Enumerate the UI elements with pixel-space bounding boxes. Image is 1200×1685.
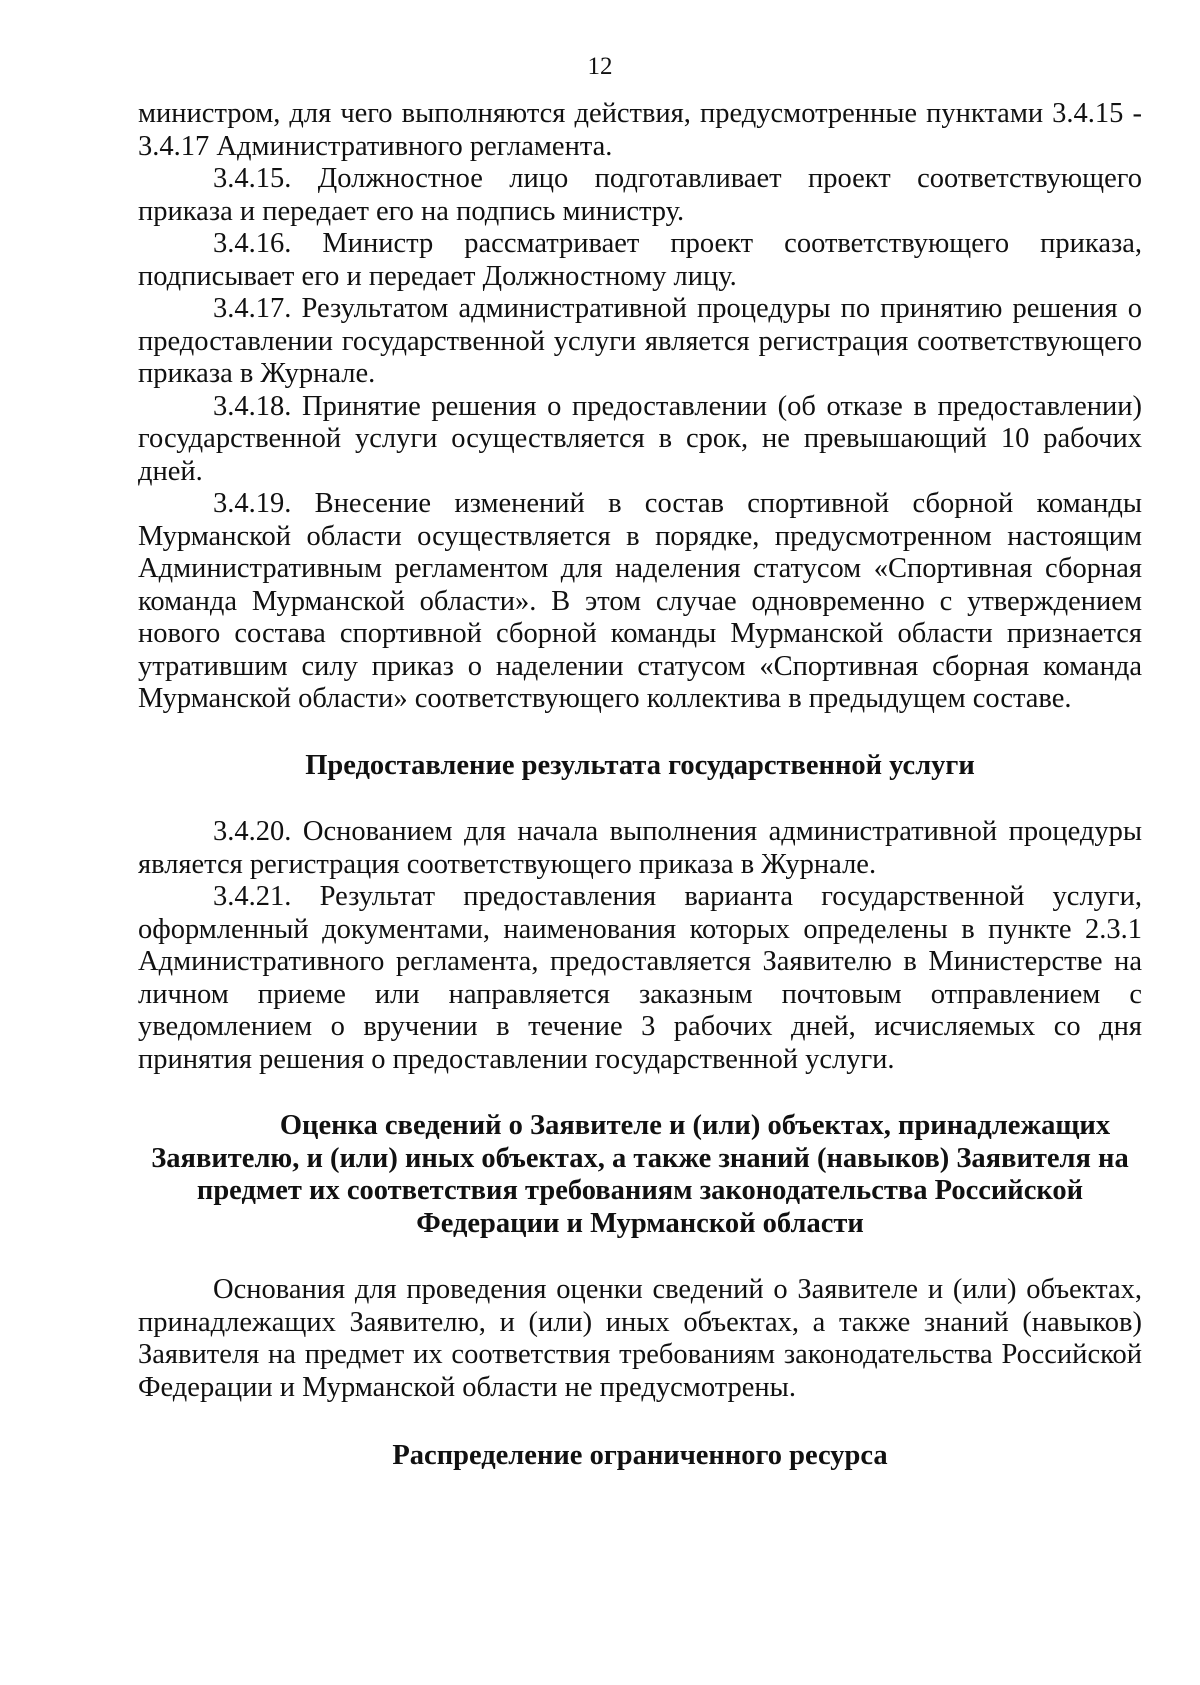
heading-line: Заявителю, и (или) иных объектах, а также знаний (навыков) Заявителя на — [151, 1142, 1129, 1174]
heading-line: предмет их соответствия требованиям законодательства Российской — [196, 1175, 1084, 1206]
heading-line: Оценка сведений о Заявителе и (или) объектах, принадлежащих — [279, 1110, 1111, 1141]
section-heading-distribution: Распределение ограниченного ресурса — [392, 1440, 888, 1471]
paragraph-3-4-20: 3.4.20. Основанием для начала выполнения административной процедуры является регистрация соответствующего приказа в Журнале. — [138, 816, 1142, 880]
document-body — [138, 98, 1142, 1473]
paragraph-continuation: министром, для чего выполняются действия, предусмотренные пунктами 3.4.15 - 3.4.17 Административного регламента. — [138, 98, 1142, 162]
page-number: 12 — [587, 53, 613, 80]
paragraph-3-4-15: 3.4.15. Должностное лицо подготавливает проект соответствующего приказа и передает его на подпись министру. — [138, 163, 1142, 227]
section-heading-evaluation — [138, 1110, 1142, 1240]
paragraph-evaluation: Основания для проведения оценки сведений о Заявителе и (или) объектах, принадлежащих Заявителю, и (или) иных объектах, а также знаний (навыков) Заявителя на предмет их соответствия требованиям законодательства Российской Федерации и Мурманской области не предусмотрены. — [138, 1274, 1142, 1403]
paragraph-3-4-21: 3.4.21. Результат предоставления варианта государственной услуги, оформленный документами, наименования которых определены в пункте 2.3.1 Административного регламента, предоставляется Заявителю в Министерстве на личном приеме или направляется заказным почтовым отправлением с уведомлением о вручении в течение 3 рабочих дней, исчисляемых со дня принятия решения о предоставлении государственной услуги. — [138, 881, 1142, 1075]
paragraph-3-4-18: 3.4.18. Принятие решения о предоставлении (об отказе в предоставлении) государственной услуги осуществляется в срок, не превышающий 10 рабочих дней. — [138, 390, 1142, 487]
section-heading-result: Предоставление результата государственной услуги — [305, 749, 975, 781]
heading-line: Федерации и Мурманской области — [416, 1207, 864, 1239]
paragraph-3-4-17: 3.4.17. Результатом административной процедуры по принятию решения о предоставлении государственной услуги является регистрация соответствующего приказа в Журнале. — [138, 293, 1142, 389]
paragraph-3-4-19: 3.4.19. Внесение изменений в состав спортивной сборной команды Мурманской области осуществляется в порядке, предусмотренном настоящим Административным регламентом для наделения статусом «Спортивная сборная команда Мурманской области». В этом случае одновременно с утверждением нового состава спортивной сборной команды Мурманской области признается утратившим силу приказ о наделении статусом «Спортивная сборная команда Мурманской области» соответствующего коллектива в предыдущем составе. — [138, 488, 1142, 714]
paragraph-3-4-16: 3.4.16. Министр рассматривает проект соответствующего приказа, подписывает его и передает Должностному лицу. — [138, 228, 1142, 292]
